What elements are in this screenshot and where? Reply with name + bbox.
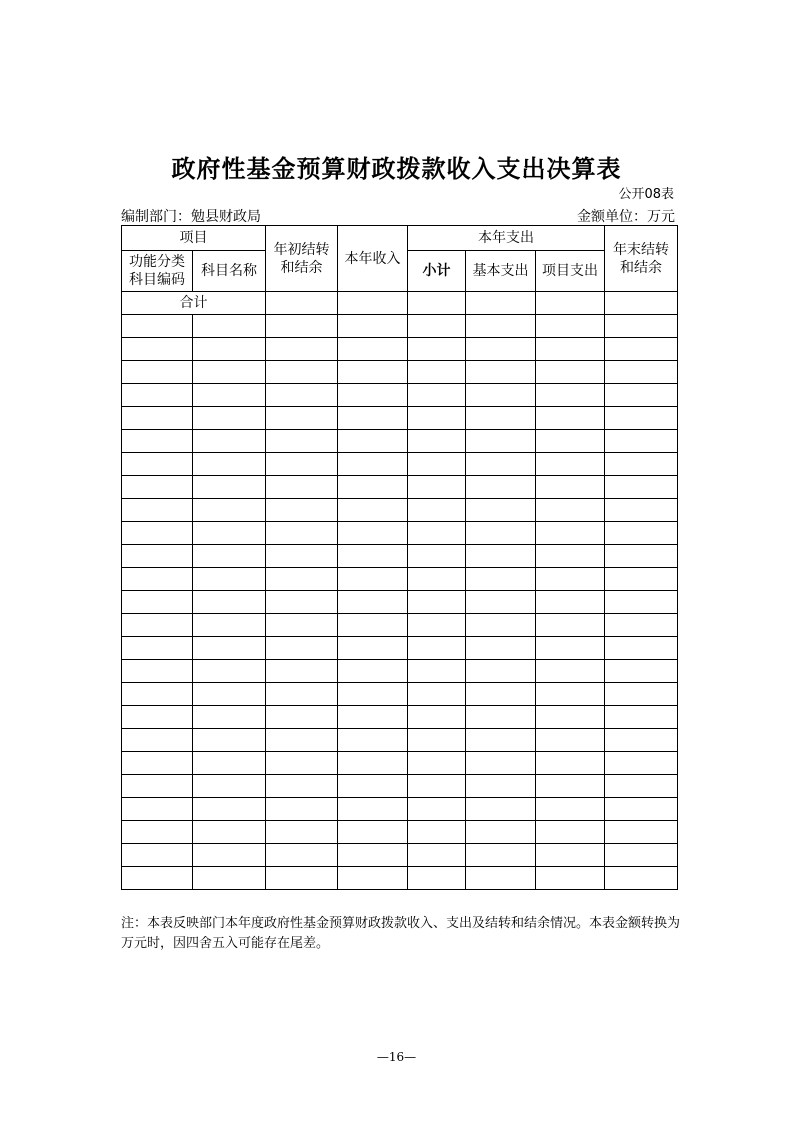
table-cell bbox=[408, 430, 466, 453]
table-cell bbox=[408, 315, 466, 338]
table-cell bbox=[605, 545, 678, 568]
table-cell bbox=[122, 614, 193, 637]
table-row bbox=[122, 591, 678, 614]
table-cell bbox=[605, 798, 678, 821]
table-cell bbox=[266, 798, 338, 821]
table-row bbox=[122, 729, 678, 752]
total-cell bbox=[266, 292, 338, 315]
table-cell bbox=[466, 568, 536, 591]
table-cell bbox=[466, 660, 536, 683]
table-cell bbox=[536, 775, 605, 798]
table-row bbox=[122, 660, 678, 683]
table-cell bbox=[605, 476, 678, 499]
table-cell bbox=[193, 384, 266, 407]
table-cell bbox=[193, 407, 266, 430]
table-cell bbox=[193, 453, 266, 476]
total-cell bbox=[605, 292, 678, 315]
table-cell bbox=[466, 614, 536, 637]
table-cell bbox=[338, 775, 408, 798]
table-cell bbox=[605, 407, 678, 430]
table-row bbox=[122, 315, 678, 338]
table-cell bbox=[536, 591, 605, 614]
table-cell bbox=[408, 775, 466, 798]
table-cell bbox=[266, 844, 338, 867]
table-cell bbox=[266, 522, 338, 545]
table-cell bbox=[536, 476, 605, 499]
table-cell bbox=[193, 499, 266, 522]
table-cell bbox=[536, 637, 605, 660]
table-cell bbox=[466, 729, 536, 752]
header-subject-name: 科目名称 bbox=[193, 251, 266, 292]
table-cell bbox=[605, 499, 678, 522]
table-row bbox=[122, 844, 678, 867]
table-cell bbox=[605, 683, 678, 706]
table-cell bbox=[408, 706, 466, 729]
table-cell bbox=[408, 361, 466, 384]
table-cell bbox=[605, 361, 678, 384]
table-cell bbox=[266, 384, 338, 407]
table-row bbox=[122, 706, 678, 729]
table-cell bbox=[466, 545, 536, 568]
total-cell bbox=[536, 292, 605, 315]
table-cell bbox=[605, 821, 678, 844]
table-cell bbox=[466, 867, 536, 890]
table-cell bbox=[193, 660, 266, 683]
table-cell bbox=[605, 637, 678, 660]
table-cell bbox=[466, 752, 536, 775]
table-cell bbox=[338, 315, 408, 338]
table-cell bbox=[536, 867, 605, 890]
table-cell bbox=[193, 338, 266, 361]
table-cell bbox=[266, 545, 338, 568]
table-cell bbox=[536, 729, 605, 752]
table-cell bbox=[338, 338, 408, 361]
table-cell bbox=[338, 476, 408, 499]
table-cell bbox=[193, 430, 266, 453]
table-cell bbox=[193, 775, 266, 798]
table-cell bbox=[605, 430, 678, 453]
table-cell bbox=[266, 407, 338, 430]
table-cell bbox=[466, 706, 536, 729]
table-cell bbox=[338, 867, 408, 890]
table-cell bbox=[466, 453, 536, 476]
table-cell bbox=[408, 821, 466, 844]
table-cell bbox=[266, 453, 338, 476]
table-cell bbox=[536, 361, 605, 384]
table-row bbox=[122, 384, 678, 407]
table-cell bbox=[466, 522, 536, 545]
table-cell bbox=[408, 407, 466, 430]
table-cell bbox=[338, 798, 408, 821]
table-cell bbox=[193, 545, 266, 568]
table-cell bbox=[338, 729, 408, 752]
table-cell bbox=[466, 821, 536, 844]
table-cell bbox=[536, 660, 605, 683]
table-cell bbox=[122, 867, 193, 890]
table-cell bbox=[122, 545, 193, 568]
table-cell bbox=[408, 683, 466, 706]
table-cell bbox=[338, 752, 408, 775]
table-cell bbox=[466, 338, 536, 361]
table-cell bbox=[605, 384, 678, 407]
fund-table bbox=[121, 225, 678, 890]
table-cell bbox=[536, 844, 605, 867]
table-cell bbox=[122, 476, 193, 499]
table-cell bbox=[605, 568, 678, 591]
table-cell bbox=[193, 637, 266, 660]
table-cell bbox=[408, 545, 466, 568]
total-cell bbox=[466, 292, 536, 315]
table-cell bbox=[338, 545, 408, 568]
table-row bbox=[122, 867, 678, 890]
table-cell bbox=[408, 798, 466, 821]
page-number: —16— bbox=[376, 1050, 417, 1064]
table-cell bbox=[408, 476, 466, 499]
table-row bbox=[122, 430, 678, 453]
table-row bbox=[122, 614, 678, 637]
table-row bbox=[122, 568, 678, 591]
table-cell bbox=[266, 430, 338, 453]
table-cell bbox=[266, 568, 338, 591]
table-cell bbox=[338, 453, 408, 476]
table-cell bbox=[266, 867, 338, 890]
table-cell bbox=[605, 453, 678, 476]
table-cell bbox=[338, 499, 408, 522]
table-cell bbox=[193, 591, 266, 614]
header-func-code bbox=[122, 251, 193, 292]
table-row bbox=[122, 798, 678, 821]
table-row bbox=[122, 338, 678, 361]
table-cell bbox=[605, 752, 678, 775]
table-cell bbox=[122, 821, 193, 844]
table-cell bbox=[536, 384, 605, 407]
table-row bbox=[122, 545, 678, 568]
table-cell bbox=[466, 591, 536, 614]
table-cell bbox=[605, 315, 678, 338]
table-cell bbox=[536, 614, 605, 637]
header-func-code-text: 功能分类科目编码 bbox=[129, 254, 185, 288]
table-cell bbox=[338, 683, 408, 706]
total-label: 合计 bbox=[122, 292, 266, 315]
table-cell bbox=[193, 683, 266, 706]
table-cell bbox=[466, 798, 536, 821]
header-row-1 bbox=[122, 226, 678, 251]
table-cell bbox=[466, 430, 536, 453]
table-cell bbox=[338, 384, 408, 407]
total-row bbox=[122, 292, 678, 315]
table-cell bbox=[338, 706, 408, 729]
table-cell bbox=[193, 821, 266, 844]
table-cell bbox=[466, 315, 536, 338]
table-cell bbox=[605, 775, 678, 798]
table-row bbox=[122, 522, 678, 545]
table-cell bbox=[605, 591, 678, 614]
table-cell bbox=[122, 729, 193, 752]
header-closing-balance-text: 年末结转和结余 bbox=[613, 241, 669, 276]
table-cell bbox=[605, 729, 678, 752]
table-cell bbox=[466, 407, 536, 430]
table-cell bbox=[605, 706, 678, 729]
table-cell bbox=[122, 568, 193, 591]
table-cell bbox=[122, 775, 193, 798]
table-cell bbox=[338, 361, 408, 384]
table-row bbox=[122, 821, 678, 844]
table-cell bbox=[408, 338, 466, 361]
table-cell bbox=[338, 522, 408, 545]
table-cell bbox=[193, 706, 266, 729]
table-cell bbox=[266, 752, 338, 775]
table-cell bbox=[338, 660, 408, 683]
header-opening-balance bbox=[266, 226, 338, 292]
table-cell bbox=[266, 591, 338, 614]
table-cell bbox=[408, 499, 466, 522]
table-cell bbox=[122, 384, 193, 407]
table-cell bbox=[605, 338, 678, 361]
table-cell bbox=[122, 798, 193, 821]
table-row bbox=[122, 775, 678, 798]
table-cell bbox=[122, 407, 193, 430]
table-cell bbox=[266, 476, 338, 499]
header-subtotal: 小计 bbox=[408, 251, 466, 292]
table-cell bbox=[266, 729, 338, 752]
table-cell bbox=[193, 568, 266, 591]
table-cell bbox=[536, 545, 605, 568]
table-cell bbox=[193, 614, 266, 637]
table-row bbox=[122, 361, 678, 384]
table-cell bbox=[266, 361, 338, 384]
table-cell bbox=[122, 315, 193, 338]
table-cell bbox=[408, 522, 466, 545]
table-cell bbox=[266, 821, 338, 844]
table-cell bbox=[466, 361, 536, 384]
table-cell bbox=[466, 844, 536, 867]
table-cell bbox=[193, 729, 266, 752]
table-row bbox=[122, 752, 678, 775]
table-cell bbox=[266, 338, 338, 361]
table-cell bbox=[536, 706, 605, 729]
table-cell bbox=[193, 867, 266, 890]
table-cell bbox=[466, 683, 536, 706]
table-cell bbox=[536, 568, 605, 591]
total-cell bbox=[408, 292, 466, 315]
table-cell bbox=[536, 752, 605, 775]
table-cell bbox=[605, 660, 678, 683]
table-cell bbox=[408, 453, 466, 476]
table-cell bbox=[605, 522, 678, 545]
table-cell bbox=[466, 637, 536, 660]
table-cell bbox=[193, 844, 266, 867]
table-cell bbox=[122, 706, 193, 729]
table-cell bbox=[466, 384, 536, 407]
table-cell bbox=[605, 867, 678, 890]
table-row bbox=[122, 683, 678, 706]
table-cell bbox=[193, 522, 266, 545]
table-cell bbox=[408, 384, 466, 407]
table-cell bbox=[605, 614, 678, 637]
table-cell bbox=[466, 775, 536, 798]
table-cell bbox=[338, 430, 408, 453]
table-cell bbox=[266, 499, 338, 522]
table-cell bbox=[536, 453, 605, 476]
table-row bbox=[122, 499, 678, 522]
table-cell bbox=[122, 591, 193, 614]
table-cell bbox=[466, 499, 536, 522]
header-closing-balance bbox=[605, 226, 678, 292]
footnote: 注：本表反映部门本年度政府性基金预算财政拨款收入、支出及结转和结余情况。本表金额转换为万元时，因四舍五入可能存在尾差。 bbox=[121, 916, 681, 951]
table-cell bbox=[266, 637, 338, 660]
table-cell bbox=[536, 338, 605, 361]
table-cell bbox=[536, 407, 605, 430]
table-cell bbox=[408, 660, 466, 683]
table-row bbox=[122, 453, 678, 476]
table-cell bbox=[122, 430, 193, 453]
table-cell bbox=[266, 775, 338, 798]
table-cell bbox=[466, 476, 536, 499]
table-cell bbox=[338, 614, 408, 637]
table-row bbox=[122, 407, 678, 430]
table-cell bbox=[266, 683, 338, 706]
table-cell bbox=[338, 591, 408, 614]
table-cell bbox=[266, 660, 338, 683]
table-cell bbox=[338, 407, 408, 430]
table-cell bbox=[536, 499, 605, 522]
department-label: 编制部门：勉县财政局 bbox=[121, 209, 261, 225]
table-cell bbox=[536, 522, 605, 545]
table-cell bbox=[408, 591, 466, 614]
table-cell bbox=[408, 637, 466, 660]
table-cell bbox=[122, 453, 193, 476]
table-cell bbox=[266, 706, 338, 729]
table-cell bbox=[408, 729, 466, 752]
table-cell bbox=[408, 844, 466, 867]
table-cell bbox=[536, 315, 605, 338]
header-project-exp: 项目支出 bbox=[536, 251, 605, 292]
table-cell bbox=[122, 499, 193, 522]
table-cell bbox=[122, 338, 193, 361]
table-cell bbox=[408, 867, 466, 890]
table-cell bbox=[536, 798, 605, 821]
table-cell bbox=[193, 798, 266, 821]
table-cell bbox=[266, 315, 338, 338]
table-cell bbox=[536, 430, 605, 453]
table-cell bbox=[193, 361, 266, 384]
table-cell bbox=[193, 476, 266, 499]
table-cell bbox=[338, 637, 408, 660]
table-row bbox=[122, 637, 678, 660]
table-cell bbox=[338, 568, 408, 591]
header-basic-exp: 基本支出 bbox=[466, 251, 536, 292]
document-title: 政府性基金预算财政拨款收入支出决算表 bbox=[171, 155, 622, 183]
table-cell bbox=[408, 568, 466, 591]
table-cell bbox=[122, 660, 193, 683]
table-cell bbox=[193, 752, 266, 775]
table-cell bbox=[536, 821, 605, 844]
header-project: 项目 bbox=[122, 226, 266, 251]
table-cell bbox=[193, 315, 266, 338]
table-cell bbox=[266, 614, 338, 637]
table-cell bbox=[122, 683, 193, 706]
table-cell bbox=[338, 844, 408, 867]
table-cell bbox=[605, 844, 678, 867]
table-row bbox=[122, 476, 678, 499]
table-cell bbox=[122, 844, 193, 867]
unit-label: 金额单位：万元 bbox=[577, 209, 675, 225]
table-cell bbox=[122, 637, 193, 660]
table-cell bbox=[122, 752, 193, 775]
table-cell bbox=[122, 361, 193, 384]
table-cell bbox=[338, 821, 408, 844]
form-id: 公开08表 bbox=[618, 187, 674, 202]
table-cell bbox=[122, 522, 193, 545]
header-opening-balance-text: 年初结转和结余 bbox=[273, 241, 330, 276]
table-cell bbox=[408, 614, 466, 637]
table-cell bbox=[408, 752, 466, 775]
header-income: 本年收入 bbox=[338, 226, 408, 292]
total-cell bbox=[338, 292, 408, 315]
table-cell bbox=[536, 683, 605, 706]
header-expenditure: 本年支出 bbox=[408, 226, 605, 251]
